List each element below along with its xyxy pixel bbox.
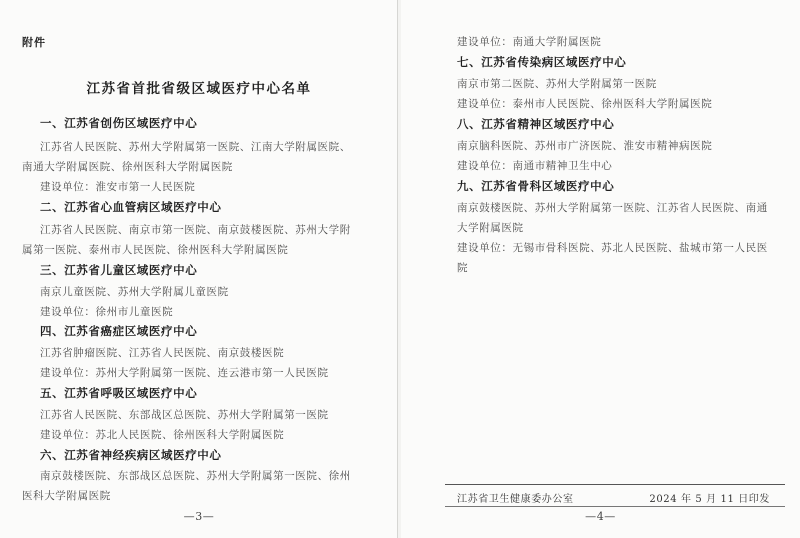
- section-7-line-2: 建设单位：泰州市人民医院、徐州医科大学附属医院: [457, 98, 713, 110]
- footer-office: 江苏省卫生健康委办公室: [457, 494, 574, 505]
- section-5-line-1: 江苏省人民医院、东部战区总医院、苏州大学附属第一医院: [40, 409, 329, 421]
- footer-date: 2024 年 5 月 11 日印发: [649, 494, 770, 505]
- section-6-line-2: 医科大学附属医院: [22, 490, 111, 502]
- section-9-line-4: 院: [457, 262, 469, 274]
- section-9-line-1: 南京鼓楼医院、苏州大学附属第一医院、江苏省人民医院、南通: [457, 202, 768, 214]
- page-number-right: —4—: [585, 510, 616, 523]
- page-left: [0, 0, 398, 538]
- continued-construction-unit: 建设单位：南通大学附属医院: [457, 36, 602, 48]
- section-4-line-2: 建设单位：苏州大学附属第一医院、连云港市第一人民医院: [40, 367, 329, 379]
- section-heading-1: 一、江苏省创伤区域医疗中心: [40, 116, 198, 130]
- section-heading-6: 六、江苏省神经疾病区域医疗中心: [40, 448, 222, 462]
- section-4-line-1: 江苏省肿瘤医院、江苏省人民医院、南京鼓楼医院: [40, 347, 285, 359]
- section-1-line-2: 南通大学附属医院、徐州医科大学附属医院: [22, 161, 233, 173]
- section-3-line-2: 建设单位：徐州市儿童医院: [40, 306, 174, 318]
- section-6-line-1: 南京鼓楼医院、东部战区总医院、苏州大学附属第一医院、徐州: [40, 470, 351, 482]
- attachment-label: 附件: [22, 36, 46, 49]
- section-2-line-2: 属第一医院、泰州市人民医院、徐州医科大学附属医院: [22, 244, 289, 256]
- footer-rule-bottom: [445, 506, 785, 507]
- footer-rule-top: [445, 484, 785, 485]
- section-heading-9: 九、江苏省骨科区域医疗中心: [457, 179, 615, 193]
- section-heading-8: 八、江苏省精神区域医疗中心: [457, 117, 615, 131]
- page-number-left: —3—: [183, 510, 215, 523]
- section-7-line-1: 南京市第二医院、苏州大学附属第一医院: [457, 78, 657, 90]
- section-8-line-1: 南京脑科医院、苏州市广济医院、淮安市精神病医院: [457, 140, 713, 152]
- section-heading-2: 二、江苏省心血管病区域医疗中心: [40, 200, 222, 214]
- section-9-line-3: 建设单位：无锡市骨科医院、苏北人民医院、盐城市第一人民医: [457, 242, 768, 254]
- section-heading-3: 三、江苏省儿童区域医疗中心: [40, 263, 198, 277]
- section-2-line-1: 江苏省人民医院、南京市第一医院、南京鼓楼医院、苏州大学附: [40, 224, 351, 236]
- section-heading-7: 七、江苏省传染病区域医疗中心: [457, 55, 627, 69]
- section-3-line-1: 南京儿童医院、苏州大学附属儿童医院: [40, 286, 229, 298]
- section-8-line-2: 建设单位：南通市精神卫生中心: [457, 160, 613, 172]
- section-1-line-1: 江苏省人民医院、苏州大学附属第一医院、江南大学附属医院、: [40, 141, 351, 153]
- section-9-line-2: 大学附属医院: [457, 222, 524, 234]
- section-heading-5: 五、江苏省呼吸区域医疗中心: [40, 386, 198, 400]
- section-5-line-2: 建设单位：苏北人民医院、徐州医科大学附属医院: [40, 429, 285, 441]
- section-1-line-3: 建设单位：淮安市第一人民医院: [40, 181, 196, 193]
- document-title: 江苏省首批省级区域医疗中心名单: [86, 81, 312, 97]
- page-right: [401, 0, 800, 538]
- section-heading-4: 四、江苏省癌症区域医疗中心: [40, 324, 198, 338]
